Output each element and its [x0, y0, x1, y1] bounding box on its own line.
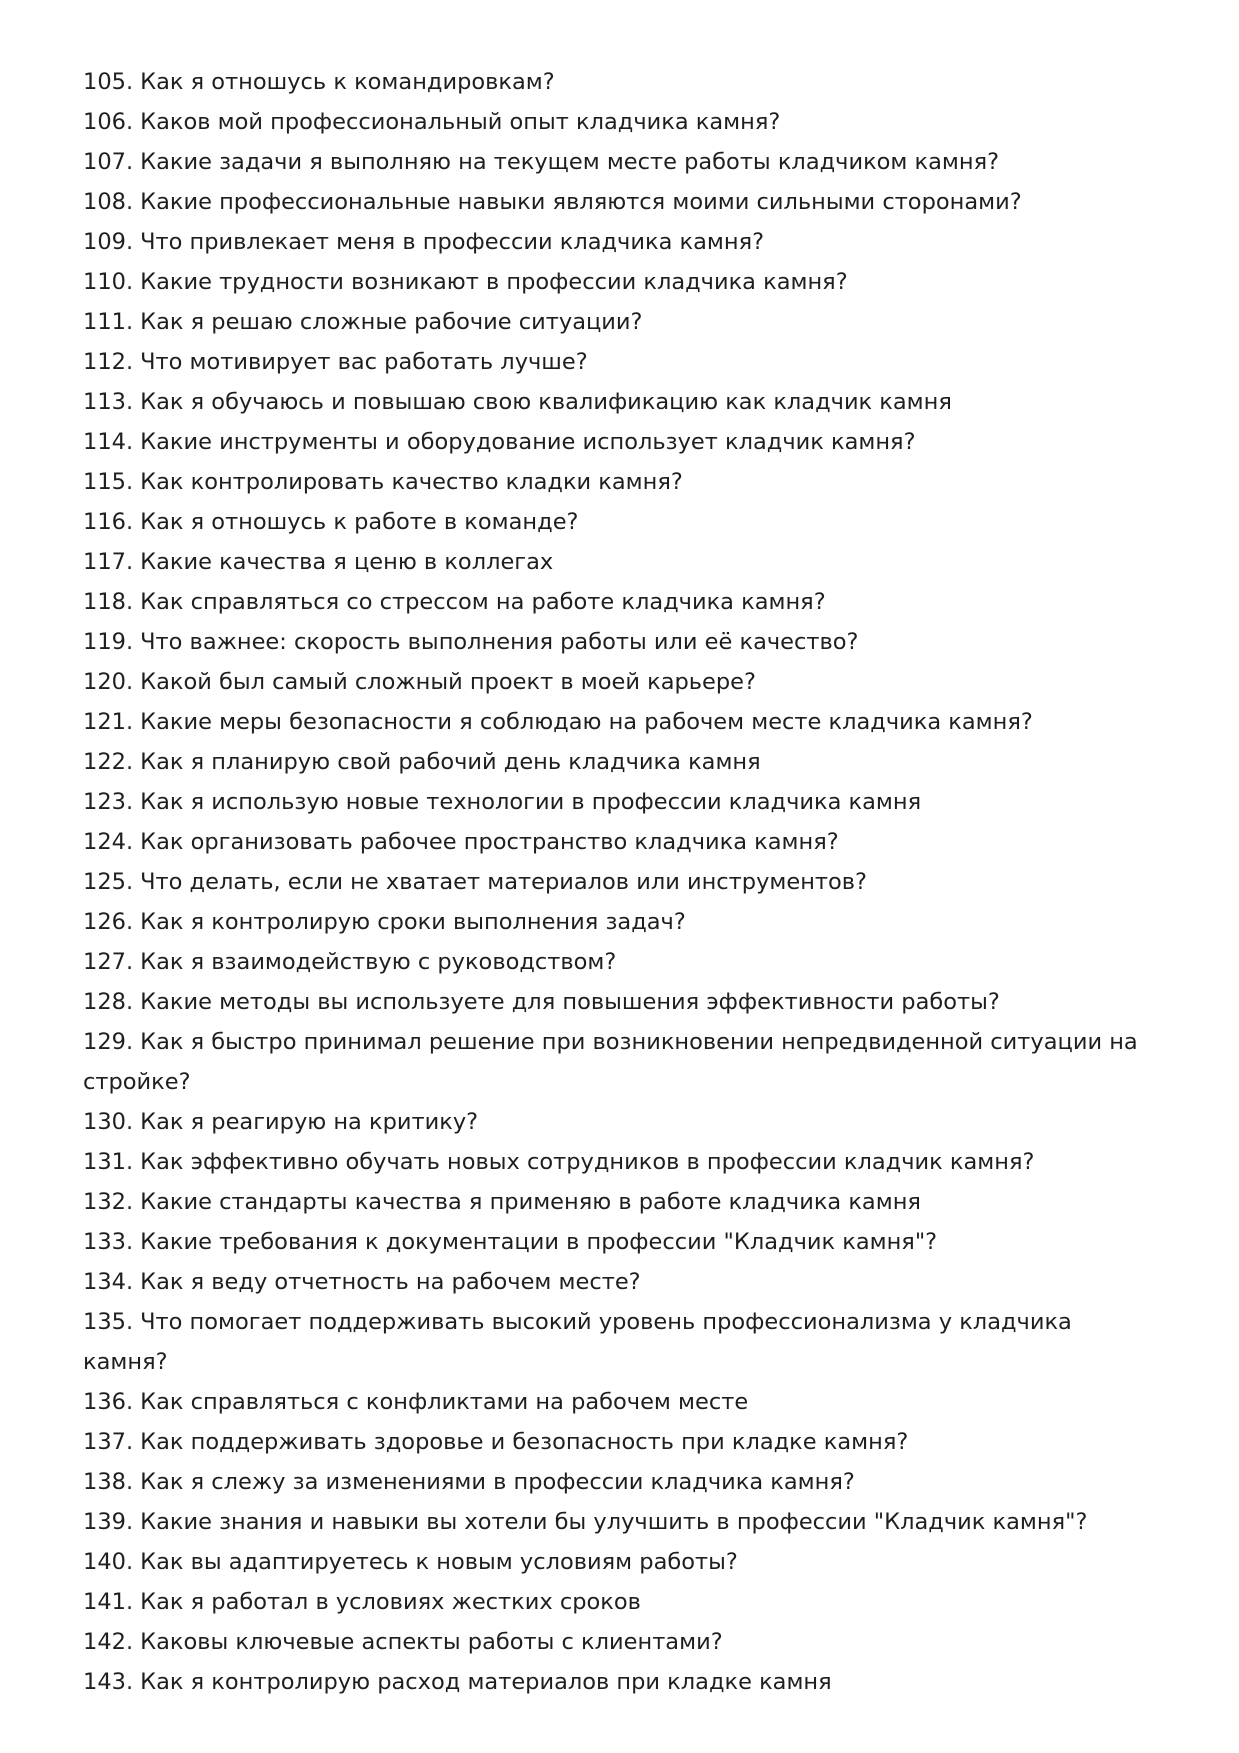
question-text: Какие методы вы используете для повышения эффективности работы? — [140, 989, 1000, 1015]
question-number: 112. — [83, 349, 134, 375]
question-number: 142. — [83, 1629, 134, 1655]
list-item — [83, 1022, 1163, 1102]
question-text: Как я отношусь к работе в команде? — [140, 509, 579, 535]
list-item — [83, 702, 1163, 742]
list-item — [83, 1102, 1163, 1142]
question-number: 121. — [83, 709, 134, 735]
question-number: 134. — [83, 1269, 134, 1295]
list-item — [83, 1462, 1163, 1502]
question-text: Как я решаю сложные рабочие ситуации? — [140, 309, 643, 335]
list-item — [83, 422, 1163, 462]
question-number: 124. — [83, 829, 134, 855]
list-item — [83, 622, 1163, 662]
question-text: Какие инструменты и оборудование использует кладчик камня? — [140, 429, 916, 455]
question-text: Как я обучаюсь и повышаю свою квалификацию как кладчик камня — [140, 389, 952, 415]
list-item — [83, 1182, 1163, 1222]
question-number: 125. — [83, 869, 134, 895]
list-item — [83, 1662, 1163, 1702]
question-number: 115. — [83, 469, 134, 495]
list-item — [83, 1382, 1163, 1422]
list-item — [83, 862, 1163, 902]
question-text: Как поддерживать здоровье и безопасность при кладке камня? — [140, 1429, 909, 1455]
list-item — [83, 1302, 1163, 1382]
list-item — [83, 662, 1163, 702]
list-item — [83, 982, 1163, 1022]
question-number: 135. — [83, 1309, 134, 1335]
question-text: Каковы ключевые аспекты работы с клиентами? — [140, 1629, 723, 1655]
question-number: 114. — [83, 429, 134, 455]
question-list — [83, 62, 1163, 1702]
question-text: Каков мой профессиональный опыт кладчика камня? — [140, 109, 781, 135]
list-item — [83, 182, 1163, 222]
question-number: 132. — [83, 1189, 134, 1215]
question-text: Как я планирую свой рабочий день кладчика камня — [140, 749, 761, 775]
question-number: 120. — [83, 669, 134, 695]
question-text: Какие требования к документации в профессии "Кладчик камня"? — [140, 1229, 938, 1255]
question-number: 138. — [83, 1469, 134, 1495]
question-number: 105. — [83, 69, 134, 95]
question-number: 128. — [83, 989, 134, 1015]
list-item — [83, 62, 1163, 102]
question-number: 122. — [83, 749, 134, 775]
question-number: 141. — [83, 1589, 134, 1615]
question-number: 133. — [83, 1229, 134, 1255]
question-text: Что важнее: скорость выполнения работы или её качество? — [140, 629, 859, 655]
question-number: 126. — [83, 909, 134, 935]
question-text: Как справляться со стрессом на работе кладчика камня? — [140, 589, 826, 615]
question-number: 130. — [83, 1109, 134, 1135]
question-number: 107. — [83, 149, 134, 175]
question-number: 119. — [83, 629, 134, 655]
question-number: 116. — [83, 509, 134, 535]
question-text: Какие качества я ценю в коллегах — [140, 549, 554, 575]
list-item — [83, 262, 1163, 302]
question-text: Как я использую новые технологии в профессии кладчика камня — [140, 789, 922, 815]
question-text: Что привлекает меня в профессии кладчика камня? — [140, 229, 765, 255]
list-item — [83, 782, 1163, 822]
list-item — [83, 902, 1163, 942]
list-item — [83, 1222, 1163, 1262]
list-item — [83, 302, 1163, 342]
question-text: Что помогает поддерживать высокий уровень профессионализма у кладчика камня? — [83, 1309, 1072, 1375]
list-item — [83, 542, 1163, 582]
question-text: Как я взаимодействую с руководством? — [140, 949, 617, 975]
question-number: 136. — [83, 1389, 134, 1415]
question-text: Как организовать рабочее пространство кладчика камня? — [140, 829, 839, 855]
question-number: 143. — [83, 1669, 134, 1695]
question-text: Какие задачи я выполняю на текущем месте работы кладчиком камня? — [140, 149, 1000, 175]
question-number: 117. — [83, 549, 134, 575]
question-text: Что делать, если не хватает материалов или инструментов? — [140, 869, 867, 895]
list-item — [83, 1622, 1163, 1662]
question-number: 110. — [83, 269, 134, 295]
list-item — [83, 582, 1163, 622]
list-item — [83, 1422, 1163, 1462]
question-number: 106. — [83, 109, 134, 135]
question-text: Как я контролирую сроки выполнения задач? — [140, 909, 686, 935]
list-item — [83, 942, 1163, 982]
list-item — [83, 742, 1163, 782]
list-item — [83, 142, 1163, 182]
question-number: 139. — [83, 1509, 134, 1535]
question-number: 140. — [83, 1549, 134, 1575]
question-number: 123. — [83, 789, 134, 815]
question-number: 111. — [83, 309, 134, 335]
question-number: 108. — [83, 189, 134, 215]
question-text: Как я реагирую на критику? — [140, 1109, 479, 1135]
question-text: Какие трудности возникают в профессии кладчика камня? — [140, 269, 848, 295]
question-text: Как я быстро принимал решение при возникновении непредвиденной ситуации на стройке? — [83, 1029, 1138, 1095]
question-text: Как вы адаптируетесь к новым условиям работы? — [140, 1549, 738, 1575]
list-item — [83, 1502, 1163, 1542]
list-item — [83, 342, 1163, 382]
question-text: Какие меры безопасности я соблюдаю на рабочем месте кладчика камня? — [140, 709, 1033, 735]
question-text: Какой был самый сложный проект в моей карьере? — [140, 669, 756, 695]
question-number: 137. — [83, 1429, 134, 1455]
question-text: Как я веду отчетность на рабочем месте? — [140, 1269, 641, 1295]
list-item — [83, 462, 1163, 502]
list-item — [83, 382, 1163, 422]
list-item — [83, 822, 1163, 862]
question-text: Как я отношусь к командировкам? — [140, 69, 555, 95]
question-number: 127. — [83, 949, 134, 975]
list-item — [83, 222, 1163, 262]
question-number: 118. — [83, 589, 134, 615]
question-text: Как контролировать качество кладки камня? — [140, 469, 683, 495]
list-item — [83, 1262, 1163, 1302]
question-number: 113. — [83, 389, 134, 415]
question-text: Как эффективно обучать новых сотрудников в профессии кладчик камня? — [140, 1149, 1035, 1175]
question-text: Какие стандарты качества я применяю в работе кладчика камня — [140, 1189, 921, 1215]
question-number: 129. — [83, 1029, 134, 1055]
list-item — [83, 1142, 1163, 1182]
list-item — [83, 1582, 1163, 1622]
question-text: Как я работал в условиях жестких сроков — [140, 1589, 641, 1615]
question-text: Как я контролирую расход материалов при кладке камня — [140, 1669, 832, 1695]
question-number: 131. — [83, 1149, 134, 1175]
question-text: Какие знания и навыки вы хотели бы улучшить в профессии "Кладчик камня"? — [140, 1509, 1088, 1535]
list-item — [83, 1542, 1163, 1582]
question-number: 109. — [83, 229, 134, 255]
question-text: Что мотивирует вас работать лучше? — [140, 349, 588, 375]
question-text: Как я слежу за изменениями в профессии кладчика камня? — [140, 1469, 855, 1495]
list-item — [83, 502, 1163, 542]
question-text: Какие профессиональные навыки являются моими сильными сторонами? — [140, 189, 1022, 215]
question-text: Как справляться с конфликтами на рабочем месте — [140, 1389, 749, 1415]
list-item — [83, 102, 1163, 142]
